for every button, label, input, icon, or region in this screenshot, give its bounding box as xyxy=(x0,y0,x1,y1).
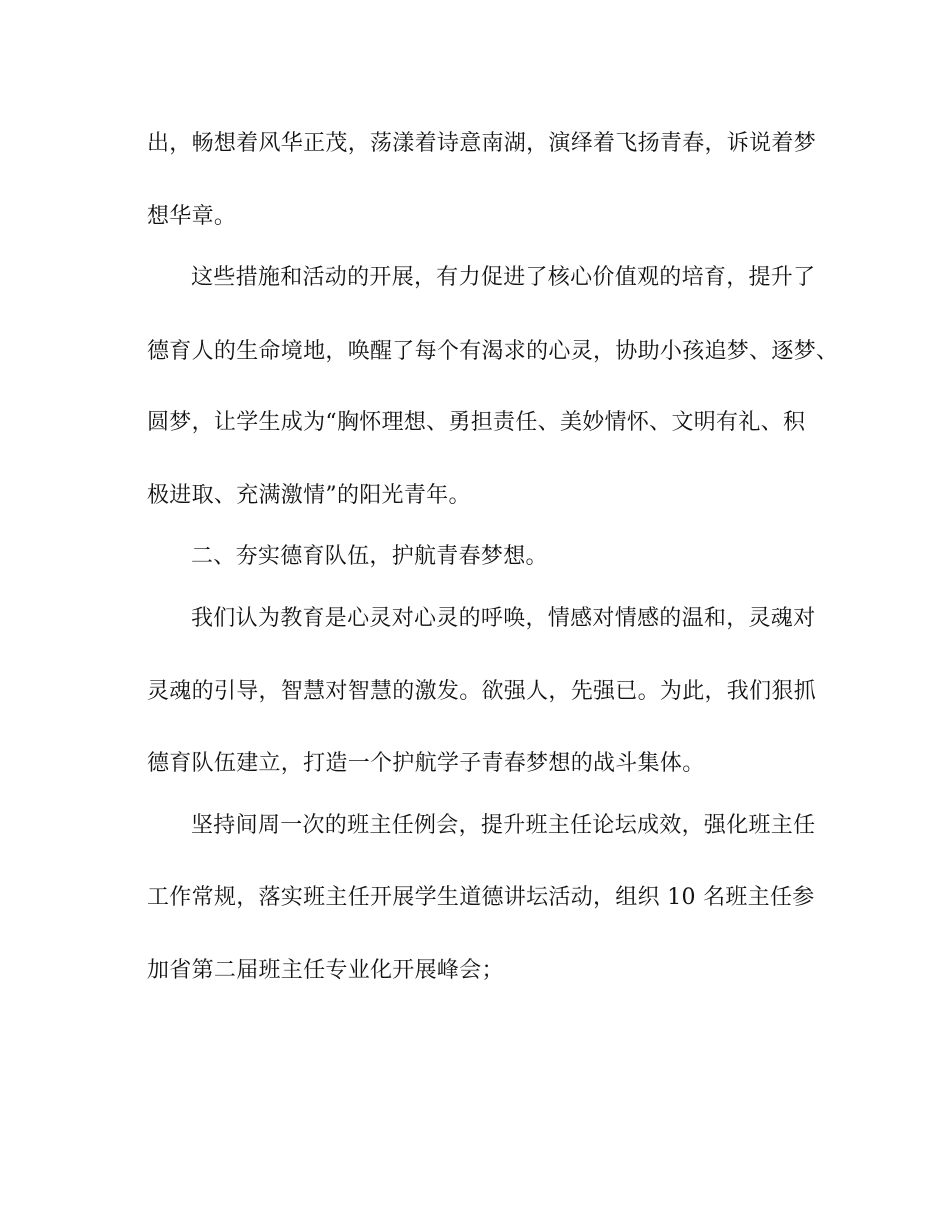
paragraph-start-line: 我们认为教育是心灵对心灵的呼唤，情感对情感的温和，灵魂对 xyxy=(191,606,816,631)
text-line: 灵魂的引导，智慧对智慧的激发。欲强人，先强已。为此，我们狠抓 xyxy=(147,679,817,704)
text-line: 出，畅想着风华正茂，荡漾着诗意南湖，演绎着飞扬青春，诉说着梦 xyxy=(147,131,817,156)
section-heading: 二、夯实德育队伍，护航青春梦想。 xyxy=(191,544,548,569)
text-line: 极进取、充满激情”的阳光青年。 xyxy=(147,483,471,508)
text-line: 工作常规，落实班主任开展学生道德讲坛活动，组织 10 名班主任参 xyxy=(147,885,815,910)
paragraph-start-line: 坚持间周一次的班主任例会，提升班主任论坛成效，强化班主任 xyxy=(191,813,816,838)
text-line: 德育队伍建立，打造一个护航学子青春梦想的战斗集体。 xyxy=(147,751,705,776)
text-line: 加省第二届班主任专业化开展峰会； xyxy=(147,958,504,983)
paragraph-start-line: 这些措施和活动的开展，有力促进了核心价值观的培育，提升了 xyxy=(191,265,816,290)
text-line: 圆梦，让学生成为“胸怀理想、勇担责任、美妙情怀、文明有礼、积 xyxy=(147,410,806,435)
text-line: 德育人的生命境地，唤醒了每个有渴求的心灵，协助小孩追梦、逐梦、 xyxy=(147,339,839,364)
text-line: 想华章。 xyxy=(147,204,237,229)
